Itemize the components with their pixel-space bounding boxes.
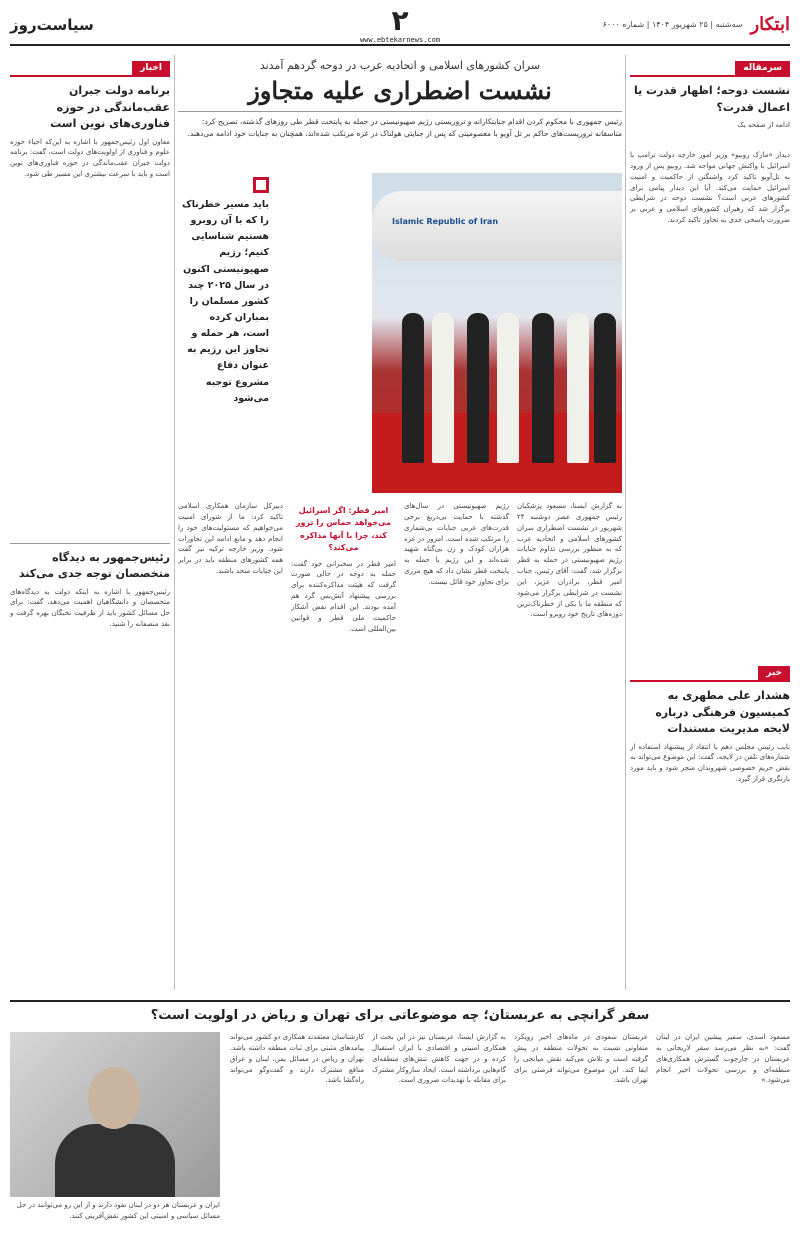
tech-news-title[interactable]: برنامه دولت جبران عقب‌ماندگی در حوزه فناوری‌های نوین است [50,84,170,130]
page-number: ۲ [391,4,409,37]
bottom-column-4: کارشناسان معتقدند همکاری دو کشور می‌تواند پیامدهای مثبتی برای ثبات منطقه داشته باشد. تهران و ریاض در مسائل یمن، لبنان و عراق منافع مشترک دارند و گفت‌وگو می‌تواند راه‌گشا باشد. [230,1033,364,1085]
story-column-1: به گزارش ایسنا، مسعود پزشکیان رئیس جمهوری عصر دوشنبه ۲۴ شهریور در نشست اضطراری سران کشورهای اسلامی و اتحادیه عرب که به منظور بررسی تداوم جنایات رژیم صهیونیستی در حمله به قطر برگزار شد، گفت: آقای رئیس، جناب امیر قطر، برادران عزیز، این نشست در شرایطی برگزار می‌شود که منطقه ما با یکی از خطرناک‌ترین دوره‌های تاریخ خود روبرو است. [517,502,622,619]
portrait-caption: ایران و عربستان هر دو در لبنان نفوذ دارند و از این رو می‌توانند در حل مسائل سیاسی و امنیتی این کشور نقش‌آفرینی کنند. [16,1201,220,1220]
person-figure [567,313,589,463]
bottom-column-1: مسعود اسدی، سفیر پیشین ایران در لبنان گفت: «به نظر می‌رسد سفر لاریجانی به عربستان در چارچوب گسترش همکاری‌های منطقه‌ای و بررسی تحولات اخیر انجام می‌شود.» [656,1033,790,1085]
column-divider [174,55,175,990]
person-figure [432,313,454,463]
summit-photo [372,173,622,493]
news-tag: خبر [758,666,790,680]
quote-icon [253,177,269,193]
airplane-image [372,191,622,261]
page-header [10,6,790,46]
news-text: نایب رئیس مجلس دهم با انتقاد از پیشنهاد استفاده از شماره‌های تلفن در لایحه، گفت: این موضوع می‌تواند به نقض حریم خصوصی شهروندان منجر شود و باید مورد بازنگری قرار گیرد. [630,742,790,784]
editorial-text: دیدار «مارک روبیو» وزیر امور خارجه دولت ترامپ با اسرائیل با واکنش جهانی مواجه شد. روبیو پس از ورود به تل‌آویو تاکید کرد واشنگتن از حاکمیت و امنیت اسرائیل حمایت می‌کند. آیا این دیدار پیامی برای کشورهای عربی است؟ نشست دوحه در شرایطی برگزار شد که رهبران کشورهای اسلامی و عربی بر ضرورت پاسخی جدی به تجاوز تاکید کردند. [630,151,790,225]
story-column-3 [291,501,396,990]
tech-news-text: معاون اول رئیس‌جمهور با اشاره به این‌که احیاء حوزه علوم و فناوری از اولویت‌های دولت است، گفت: برنامه دولت جبران عقب‌ماندگی در حوزه فناوری‌های نوین است و باید با سرعت بیشتری این مسیر طی شود. [10,137,170,179]
speaker-portrait [10,1032,220,1197]
person-figure [594,313,616,463]
editorial-column [630,55,790,990]
tech-news-body [10,137,170,537]
story-body [178,501,622,990]
editorial-tag: سرمقاله [735,61,790,75]
story-column-2: رژیم صهیونیستی در سال‌های گذشته با حمایت بی‌دریغ برخی قدرت‌های غربی جنایات بی‌شماری را مرتکب شده است. امروز در غزه هزاران کودک و زن بی‌گناه شهید شده‌اند و این رژیم با حمله به پایتخت قطر نشان داد که هیچ مرزی برای تجاوز خود قائل نیست. [404,502,509,586]
news-title[interactable]: هشدار علی مطهری به کمیسیون فرهنگی درباره لایحه مدیریت مستندات [655,689,790,735]
news-column [10,55,170,990]
airplane-label: Islamic Republic of Iran [392,217,499,226]
newspaper-logo[interactable]: ابتکار [750,14,790,35]
bottom-body [230,1032,790,1230]
bottom-headline[interactable]: سفر گرانچی به عربستان؛ چه موضوعاتی برای تهران و ریاض در اولویت است؟ [150,1008,650,1023]
story-lead: رئیس جمهوری با محکوم کردن اقدام جنایتکارانه و تروریستی رژیم صهیونیستی در حمله به پایتخت قطر طی روزهای گذشته، تصریح کرد: متاسفانه تروریست‌های حاکم بر تل آویو با معصومیتی که پس از جنایتی هولناک در غزه مرتکب شده‌اند، همچنان به جنایات خود ادامه می‌دهند. [178,111,622,140]
bottom-column-2: عربستان سعودی در ماه‌های اخیر رویکرد متفاوتی نسبت به تحولات منطقه در پیش گرفته است و تلاش می‌کند نقش میانجی را ایفا کند. این موضوع می‌تواند فرصتی برای تهران باشد. [514,1033,648,1085]
issue-info: سه‌شنبه | ۲۵ شهریور ۱۴۰۴ | شماره ۶۰۰۰ [602,20,743,29]
portrait-head [88,1067,140,1129]
editorial-tag-bar [630,55,790,77]
editorial-body [630,150,790,650]
president-news-body [10,587,170,887]
editorial-author [630,120,790,150]
person-figure [532,313,554,463]
story-column-4: دبیرکل سازمان همکاری اسلامی تاکید کرد: ما از شورای امنیت می‌خواهیم که مسئولیت‌های خود را انجام دهد و مانع ادامه این تجاوزات شود. وزیر خارجه ترکیه نیز گفت همه کشورهای منطقه باید در برابر این جنایات متحد باشند. [178,502,283,576]
story-column-3-text: امیر قطر در سخنرانی خود گفت: حمله به دوحه در حالی صورت گرفت که هیئت مذاکره‌کننده برای بررسی پیشنهاد آتش‌بس گرد هم آمده بودند. این اقدام نقض آشکار حاکمیت ملی قطر و قوانین بین‌المللی است. [291,559,396,633]
portrait-suit [55,1124,175,1197]
bottom-story [10,1000,790,1230]
story-kicker: سران کشورهای اسلامی و اتحادیه عرب در دوحه گردهم آمدند [259,59,541,72]
author-line: ادامه از صفحه یک [737,121,790,129]
website-link[interactable]: www.ebtekarnews.com [359,36,441,44]
pull-quote-text: باید مسیر خطرناک را که با آن روبرو هستیم شناسایی کنیم؛ رژیم صهیونیستی اکنون در سال ۲۰۲۵ چند کشور مسلمان را بمباران کرده است، هر حمله و تجاوز این رژیم به عنوان دفاع مشروع توجیه می‌شود [181,199,269,404]
section-title: سیاست‌روز [10,16,94,34]
president-news-title[interactable]: رئیس‌جمهور به دیدگاه متخصصان توجه جدی می‌کند [10,543,170,583]
news-tag-bar [630,660,790,682]
masthead [603,14,790,35]
person-figure [497,313,519,463]
column-divider [625,55,626,990]
story-subhead: امیر قطر: اگر اسرائیل می‌خواهد حماس را ترور کند، چرا با آنها مذاکره می‌کند؟ [295,506,392,553]
person-figure [467,313,489,463]
main-story [178,55,622,990]
person-figure [402,313,424,463]
news-body [630,742,790,942]
news-brief-tag: اخبار [132,61,170,75]
news-brief-tag-bar [10,55,170,77]
president-news-text: رئیس‌جمهور با اشاره به اینکه دولت به دیدگاه‌های متخصصان و دانشگاهیان اهمیت می‌دهد، گفت: برای حل مسائل کشور باید از ظرفیت نخبگان بهره گرفت و نقد منصفانه را شنید. [10,587,170,629]
bottom-column-3: به گزارش ایسنا، عربستان نیز در این بحث از همکاری امنیتی و اقتصادی با ایران استقبال کرده و در جهت کاهش تنش‌های منطقه‌ای گام‌هایی برداشته است. ایجاد سازوکار مشترک برای مقابله با تهدیدات ضروری است. [372,1033,506,1085]
story-headline[interactable]: نشست اضطراری علیه متجاوز [248,76,552,105]
editorial-title[interactable]: نشست دوحه؛ اظهار قدرت یا اعمال قدرت؟ [633,84,790,114]
pull-quote [178,173,273,493]
